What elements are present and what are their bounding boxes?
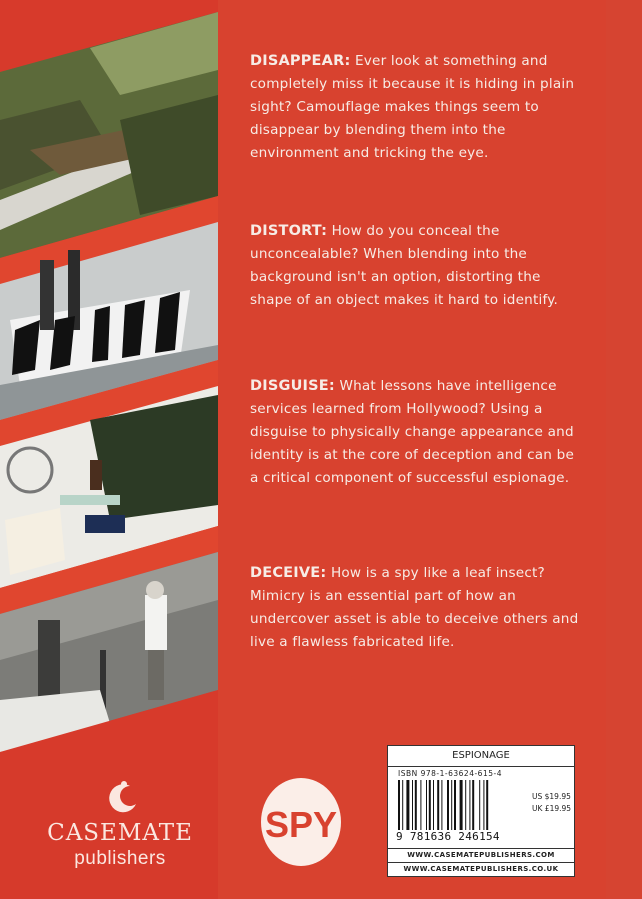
barcode-bar <box>398 780 400 830</box>
barcode-bar <box>469 780 470 830</box>
publisher-url-uk: WWW.CASEMATEPUBLISHERS.CO.UK <box>388 862 574 876</box>
blurb-keyword: DISTORT: <box>250 223 328 239</box>
barcode-bar <box>486 780 488 830</box>
publisher-logo <box>30 778 210 878</box>
barcode-bar <box>420 780 421 830</box>
barcode-bar <box>465 780 466 830</box>
barcode-bar <box>479 780 480 830</box>
barcode-bar <box>412 780 413 830</box>
blurb-distort <box>250 220 580 312</box>
publisher-url-com: WWW.CASEMATEPUBLISHERS.COM <box>388 848 574 862</box>
blurb-text: Ever look at something and completely miss it because it is hiding in plain sight? Camouflage makes things seem to disappear by blending them into the environment and tricking the eye. <box>250 53 575 161</box>
blurb-keyword: DISGUISE: <box>250 378 335 394</box>
barcode-digits: 9 781636 246154 <box>396 830 500 843</box>
blurb-deceive <box>250 562 580 654</box>
blurb-text: How do you conceal the unconcealable? When blending into the background isn't an option, distorting the shape of an object makes it hard to identify. <box>250 223 559 308</box>
barcode-bar <box>429 780 431 830</box>
blurb-keyword: DISAPPEAR: <box>250 53 351 69</box>
cover-edge <box>606 0 642 899</box>
barcode-bar <box>460 780 463 830</box>
price-us: US $19.95 <box>532 792 571 801</box>
photo-strip <box>0 0 218 760</box>
barcode-bar <box>402 780 403 830</box>
price-uk: UK £19.95 <box>532 804 572 813</box>
spy-logo-text: SPY <box>264 804 338 845</box>
category-label: ESPIONAGE <box>388 746 574 767</box>
barcode-bar <box>406 780 409 830</box>
barcode-bar <box>426 780 427 830</box>
publisher-name: CASEMATE <box>47 820 193 846</box>
barcode-bar <box>437 780 439 830</box>
blurb-text: What lessons have intelligence services learned from Hollywood? Using a disguise to physically change appearance and identity is at the core of deception and can be a critical component of successful espionage. <box>250 378 575 486</box>
spy-logo-icon <box>258 775 344 869</box>
casemate-logo-icon <box>102 778 142 818</box>
barcode-bar <box>483 780 484 830</box>
barcode-bar <box>472 780 474 830</box>
blurb-keyword: DECEIVE: <box>250 565 327 581</box>
barcode-bar <box>451 780 452 830</box>
barcode-bar <box>454 780 456 830</box>
barcode-bar <box>441 780 442 830</box>
barcode-box <box>387 745 575 877</box>
blurb-disguise <box>250 375 580 490</box>
isbn-text: ISBN 978-1-63624-615-4 <box>398 769 502 778</box>
barcode-bars <box>398 780 522 830</box>
blurb-disappear <box>250 50 580 165</box>
publisher-subtitle: publishers <box>74 848 166 869</box>
blurb-text: How is a spy like a leaf insect? Mimicry is an essential part of how an undercover asset is able to deceive others and live a flawless fabricated life. <box>250 565 579 650</box>
barcode-bar <box>415 780 417 830</box>
barcode-bar <box>433 780 434 830</box>
barcode-bar <box>447 780 449 830</box>
